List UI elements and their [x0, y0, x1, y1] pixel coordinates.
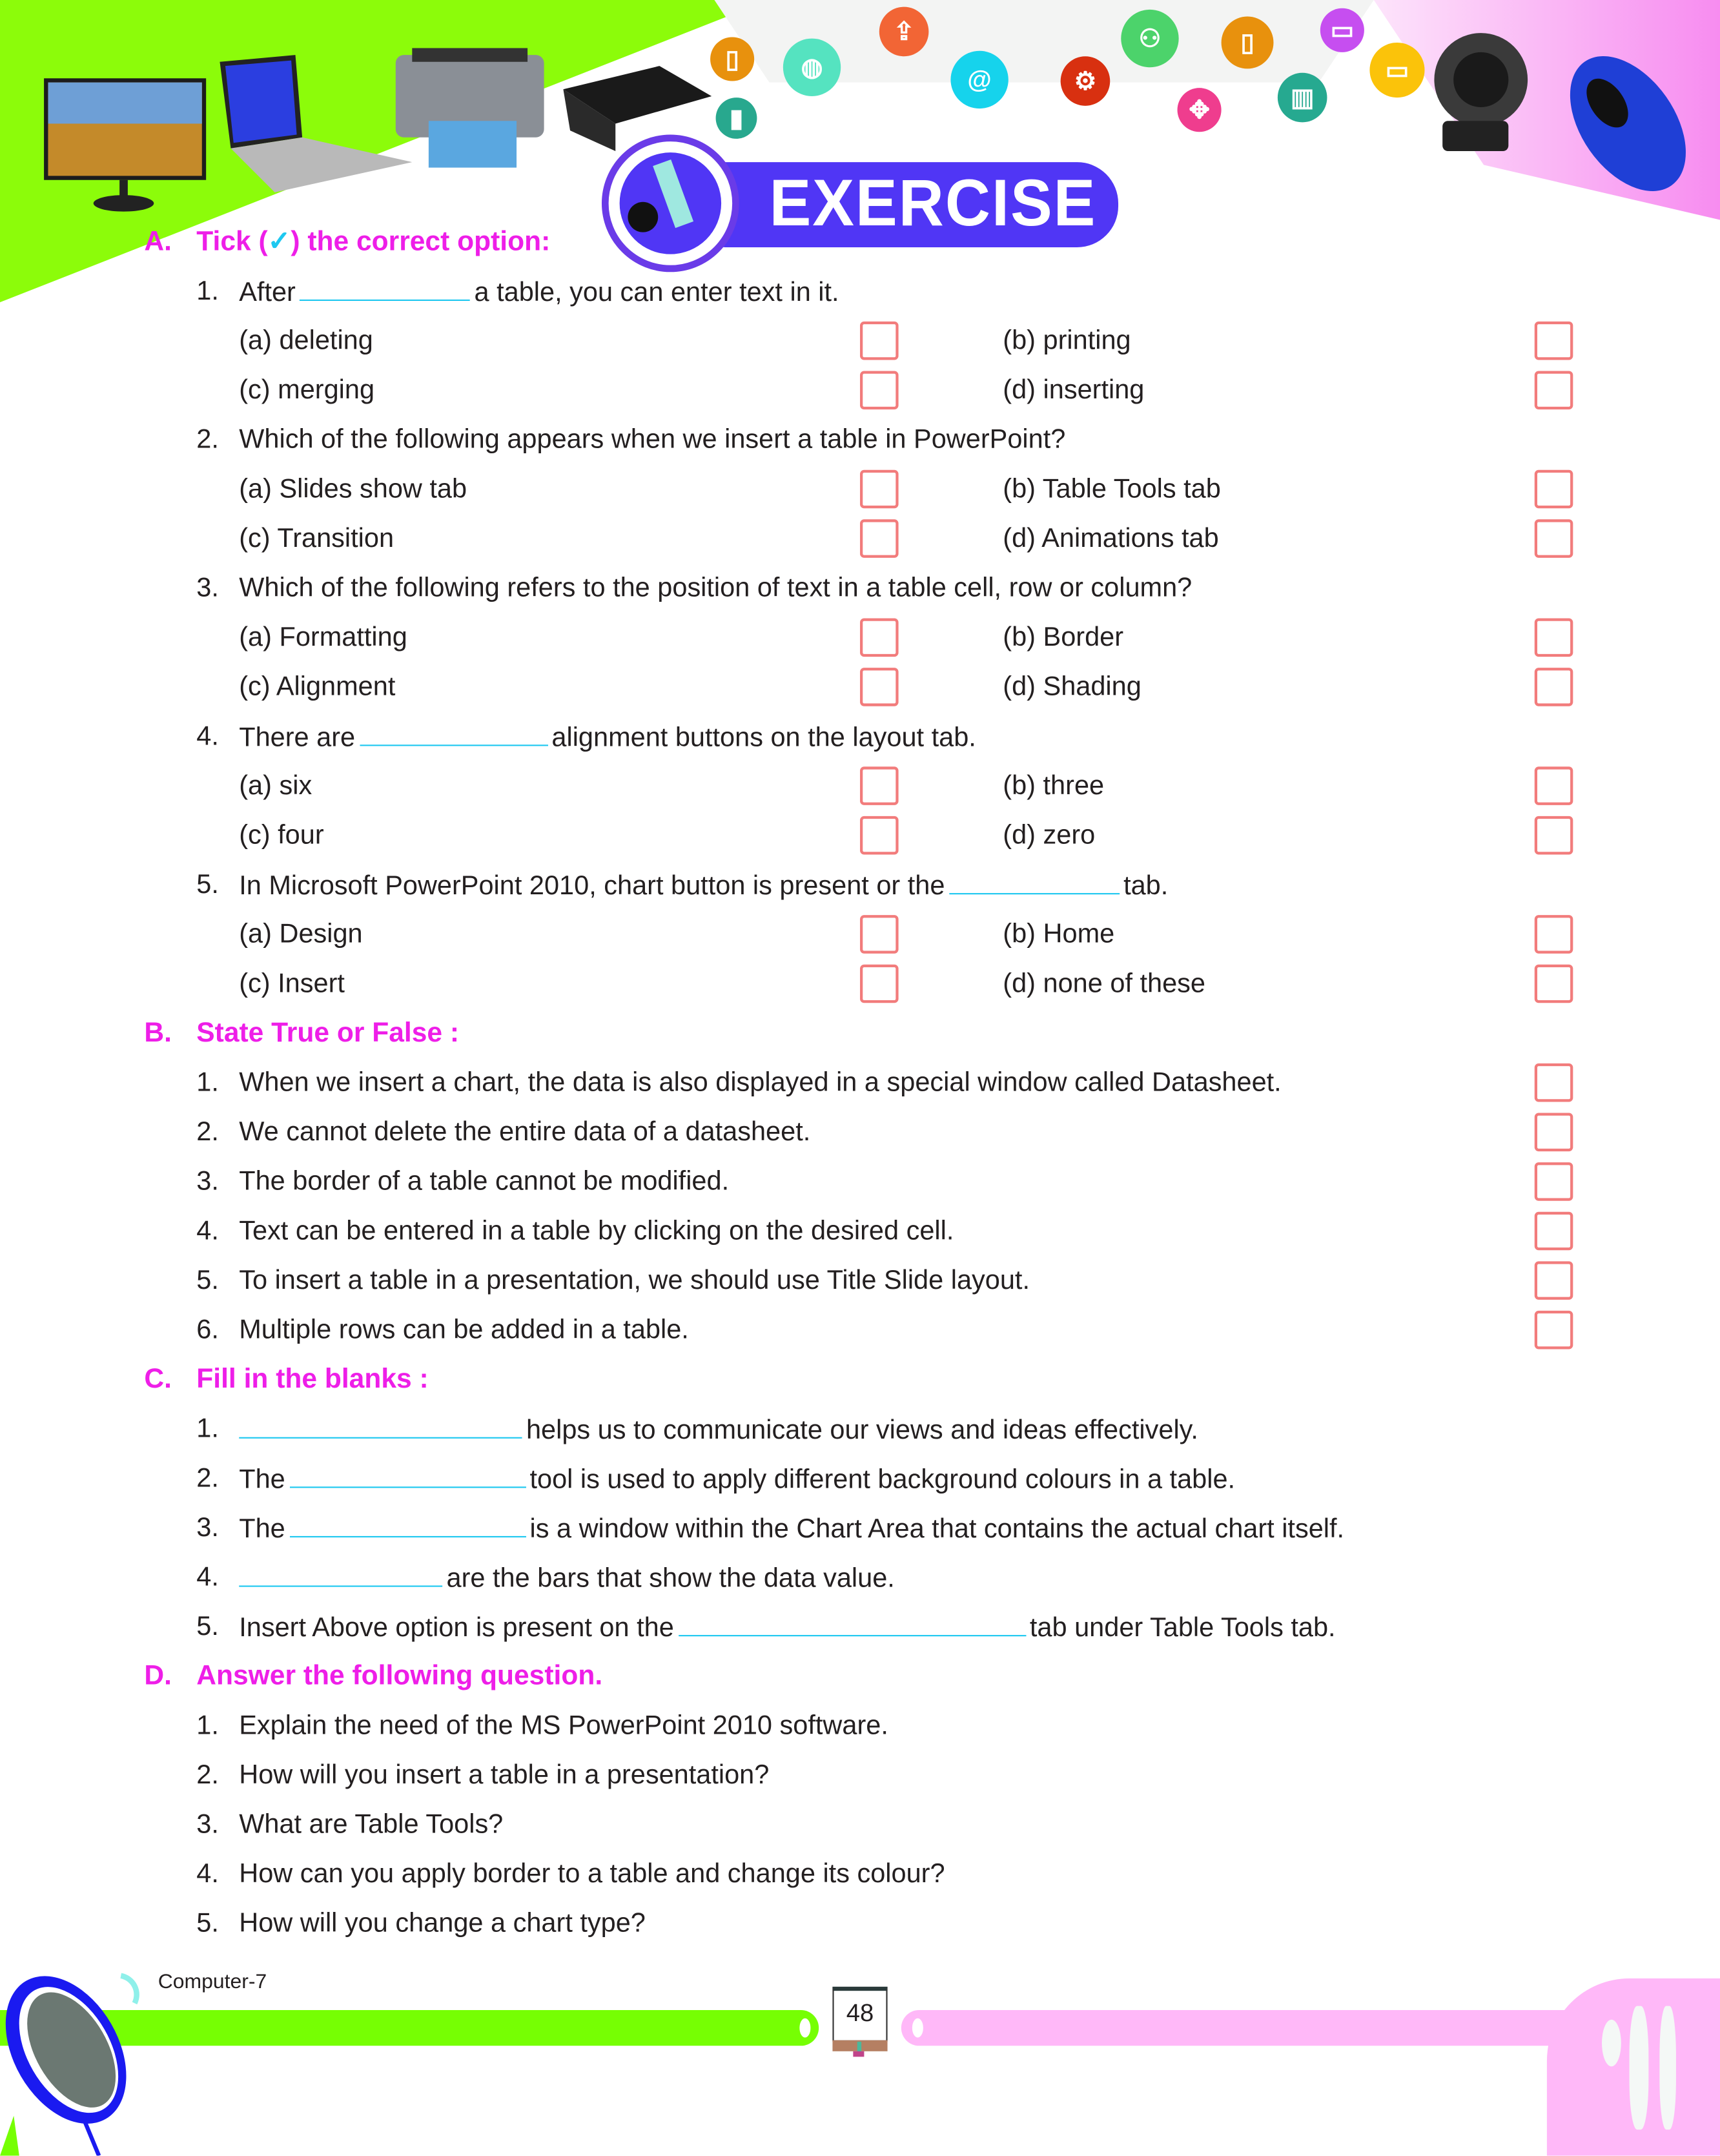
true-false-checkbox[interactable]: [1535, 1261, 1573, 1300]
fill-blank-line[interactable]: [678, 1610, 1025, 1636]
section-letter: C.: [144, 1364, 172, 1395]
option-checkbox[interactable]: [860, 965, 899, 1003]
section-letter: B.: [144, 1018, 172, 1049]
question-text: [239, 571, 1192, 604]
option-label: (d) Shading: [1003, 672, 1142, 703]
question-text: How can you apply border to a table and change its colour?: [239, 1858, 945, 1889]
option-checkbox[interactable]: [1535, 322, 1573, 360]
option-label: (d) inserting: [1003, 375, 1145, 406]
option-label: (d) Animations tab: [1003, 523, 1219, 554]
blank-number: 5.: [196, 1611, 219, 1642]
computer-mouse-icon-2: ▯: [1222, 17, 1274, 69]
computer-mouse-icon: ▯: [710, 37, 754, 81]
option-label: (c) merging: [239, 375, 375, 406]
true-false-checkbox[interactable]: [1535, 1212, 1573, 1251]
section-b-title: State True or False :: [196, 1018, 460, 1049]
question-text-after: a table, you can enter text in it.: [474, 277, 839, 308]
at-sign-icon: @: [950, 51, 1008, 108]
question-text-before: There are: [239, 723, 356, 754]
header-decoration: [0, 0, 1720, 316]
option-checkbox[interactable]: [1535, 470, 1573, 509]
option-label: (a) Formatting: [239, 622, 407, 653]
question-number: 5.: [196, 869, 219, 900]
answer-blank[interactable]: [949, 868, 1120, 894]
network-users-icon: ⚇: [1121, 10, 1178, 67]
title-after: ) the correct option:: [291, 227, 551, 257]
fill-blank-sentence: [239, 1462, 1235, 1496]
option-label: (b) Home: [1003, 919, 1115, 950]
student-at-laptop-icon: [628, 202, 658, 232]
sentence-after: tab under Table Tools tab.: [1029, 1613, 1336, 1643]
statement-number: 2.: [196, 1116, 219, 1147]
blank-number: 3.: [196, 1512, 219, 1543]
fill-blank-line[interactable]: [289, 1462, 526, 1488]
option-label: (a) Slides show tab: [239, 474, 467, 504]
option-label: (d) none of these: [1003, 969, 1206, 999]
option-checkbox[interactable]: [860, 371, 899, 410]
option-checkbox[interactable]: [860, 322, 899, 360]
section-c-title: Fill in the blanks :: [196, 1364, 429, 1395]
question-text-after: alignment buttons on the layout tab.: [551, 723, 976, 754]
satellite-dish-icon: [0, 1951, 151, 2155]
sentence-before: Insert Above option is present on the: [239, 1613, 674, 1643]
option-label: (c) Insert: [239, 969, 345, 999]
option-checkbox[interactable]: [1535, 519, 1573, 558]
desktop-icon: ▭: [1369, 43, 1424, 98]
fill-blank-sentence: [235, 1561, 895, 1595]
question-text: [239, 275, 839, 309]
question-number: 3.: [196, 573, 219, 604]
question-number: 2.: [196, 1760, 219, 1791]
title-before: Tick (: [196, 227, 268, 257]
true-false-checkbox[interactable]: [1535, 1113, 1573, 1152]
question-text-before: Which of the following refers to the position of text in a table cell, row or column?: [239, 573, 1193, 604]
option-checkbox[interactable]: [1535, 371, 1573, 410]
folder-icon: ▭: [1320, 8, 1364, 52]
page-number-box: [832, 1987, 887, 2042]
option-checkbox[interactable]: [1535, 915, 1573, 954]
globe-icon: ◍: [783, 39, 841, 96]
statement-text: Multiple rows can be added in a table.: [239, 1315, 689, 1346]
exercise-emblem: [602, 135, 739, 272]
question-text-before: Which of the following appears when we insert a table in PowerPoint?: [239, 424, 1066, 455]
option-label: (c) Alignment: [239, 672, 396, 703]
fill-blank-line[interactable]: [239, 1412, 522, 1438]
wifi-decoration-icon: [1547, 1978, 1720, 2155]
question-text-before: After: [239, 277, 296, 308]
fill-blank-sentence: [235, 1412, 1198, 1446]
section-letter: D.: [144, 1661, 172, 1692]
option-checkbox[interactable]: [1535, 619, 1573, 657]
question-text: [239, 720, 976, 754]
answer-blank[interactable]: [300, 275, 470, 301]
statement-number: 3.: [196, 1166, 219, 1197]
option-checkbox[interactable]: [860, 766, 899, 805]
printer-icon: [396, 48, 544, 167]
option-checkbox[interactable]: [860, 519, 899, 558]
section-letter: A.: [144, 227, 172, 257]
question-number: 4.: [196, 721, 219, 752]
option-checkbox[interactable]: [860, 668, 899, 706]
gears-icon: ⚙: [1061, 56, 1111, 106]
section-a-title: [196, 225, 550, 258]
option-label: (a) Design: [239, 919, 363, 950]
option-checkbox[interactable]: [860, 619, 899, 657]
option-checkbox[interactable]: [860, 816, 899, 855]
question-text: How will you insert a table in a presentation?: [239, 1760, 770, 1791]
fill-blank-sentence: [239, 1610, 1335, 1645]
statement-text: We cannot delete the entire data of a datasheet.: [239, 1116, 811, 1147]
question-number: 1.: [196, 276, 219, 307]
fill-blank-line[interactable]: [239, 1561, 442, 1586]
statement-number: 4.: [196, 1216, 219, 1246]
upload-icon: ⇪: [879, 7, 929, 57]
bar-chart-icon: ▥: [1278, 73, 1327, 123]
question-text: How will you change a chart type?: [239, 1908, 646, 1939]
fill-blank-sentence: [239, 1512, 1344, 1546]
true-false-checkbox[interactable]: [1535, 1311, 1573, 1350]
statement-text: Text can be entered in a table by clicking on the desired cell.: [239, 1216, 954, 1246]
blank-number: 1.: [196, 1413, 219, 1444]
question-text: What are Table Tools?: [239, 1809, 504, 1840]
question-text: [239, 868, 1168, 903]
fill-blank-line[interactable]: [289, 1512, 526, 1537]
option-label: (a) deleting: [239, 325, 373, 356]
option-label: (c) Transition: [239, 523, 394, 554]
statement-number: 1.: [196, 1067, 219, 1098]
page-number: 48: [846, 1998, 874, 2027]
option-label: (b) Table Tools tab: [1003, 474, 1221, 504]
footer-book-title: Computer-7: [158, 1970, 267, 1994]
statement-text: The border of a table cannot be modified.: [239, 1166, 730, 1197]
question-number: 3.: [196, 1809, 219, 1840]
option-checkbox[interactable]: [1535, 668, 1573, 706]
question-number: 2.: [196, 424, 219, 455]
option-label: (a) six: [239, 770, 312, 801]
option-label: (b) three: [1003, 770, 1105, 801]
option-label: (c) four: [239, 820, 324, 851]
question-number: 1.: [196, 1710, 219, 1741]
section-d-title: Answer the following question.: [196, 1661, 603, 1692]
statement-number: 5.: [196, 1265, 219, 1296]
option-label: (d) zero: [1003, 820, 1096, 851]
blank-number: 4.: [196, 1562, 219, 1593]
true-false-checkbox[interactable]: [1535, 1162, 1573, 1201]
chart-growth-icon: ▮: [716, 98, 757, 139]
exercise-title: EXERCISE: [769, 167, 1097, 241]
sentence-after: are the bars that show the data value.: [446, 1563, 895, 1594]
option-label: (b) printing: [1003, 325, 1131, 356]
question-number: 4.: [196, 1858, 219, 1889]
option-checkbox[interactable]: [860, 915, 899, 954]
tick-icon: ✓: [267, 227, 291, 257]
option-checkbox[interactable]: [1535, 816, 1573, 855]
true-false-checkbox[interactable]: [1535, 1063, 1573, 1102]
question-text: Explain the need of the MS PowerPoint 2010 software.: [239, 1710, 888, 1741]
question-text-after: tab.: [1123, 871, 1169, 901]
sentence-before: The: [239, 1514, 285, 1545]
option-checkbox[interactable]: [1535, 766, 1573, 805]
sentence-after: is a window within the Chart Area that contains the actual chart itself.: [529, 1514, 1345, 1545]
question-text-before: In Microsoft PowerPoint 2010, chart button is present or the: [239, 871, 945, 901]
option-label: (b) Border: [1003, 622, 1124, 653]
answer-blank[interactable]: [360, 720, 548, 746]
blank-number: 2.: [196, 1463, 219, 1494]
option-checkbox[interactable]: [860, 470, 899, 509]
gamepad-icon: ✥: [1178, 88, 1222, 132]
sentence-after: tool is used to apply different background colours in a table.: [529, 1464, 1236, 1495]
option-checkbox[interactable]: [1535, 965, 1573, 1003]
question-number: 5.: [196, 1908, 219, 1939]
sentence-after: helps us to communicate our views and ideas effectively.: [526, 1415, 1198, 1446]
statement-number: 6.: [196, 1315, 219, 1346]
question-text: [239, 423, 1065, 456]
statement-text: To insert a table in a presentation, we should use Title Slide layout.: [239, 1265, 1030, 1296]
sentence-before: The: [239, 1464, 285, 1495]
statement-text: When we insert a chart, the data is also displayed in a special window called Datasheet.: [239, 1067, 1282, 1098]
